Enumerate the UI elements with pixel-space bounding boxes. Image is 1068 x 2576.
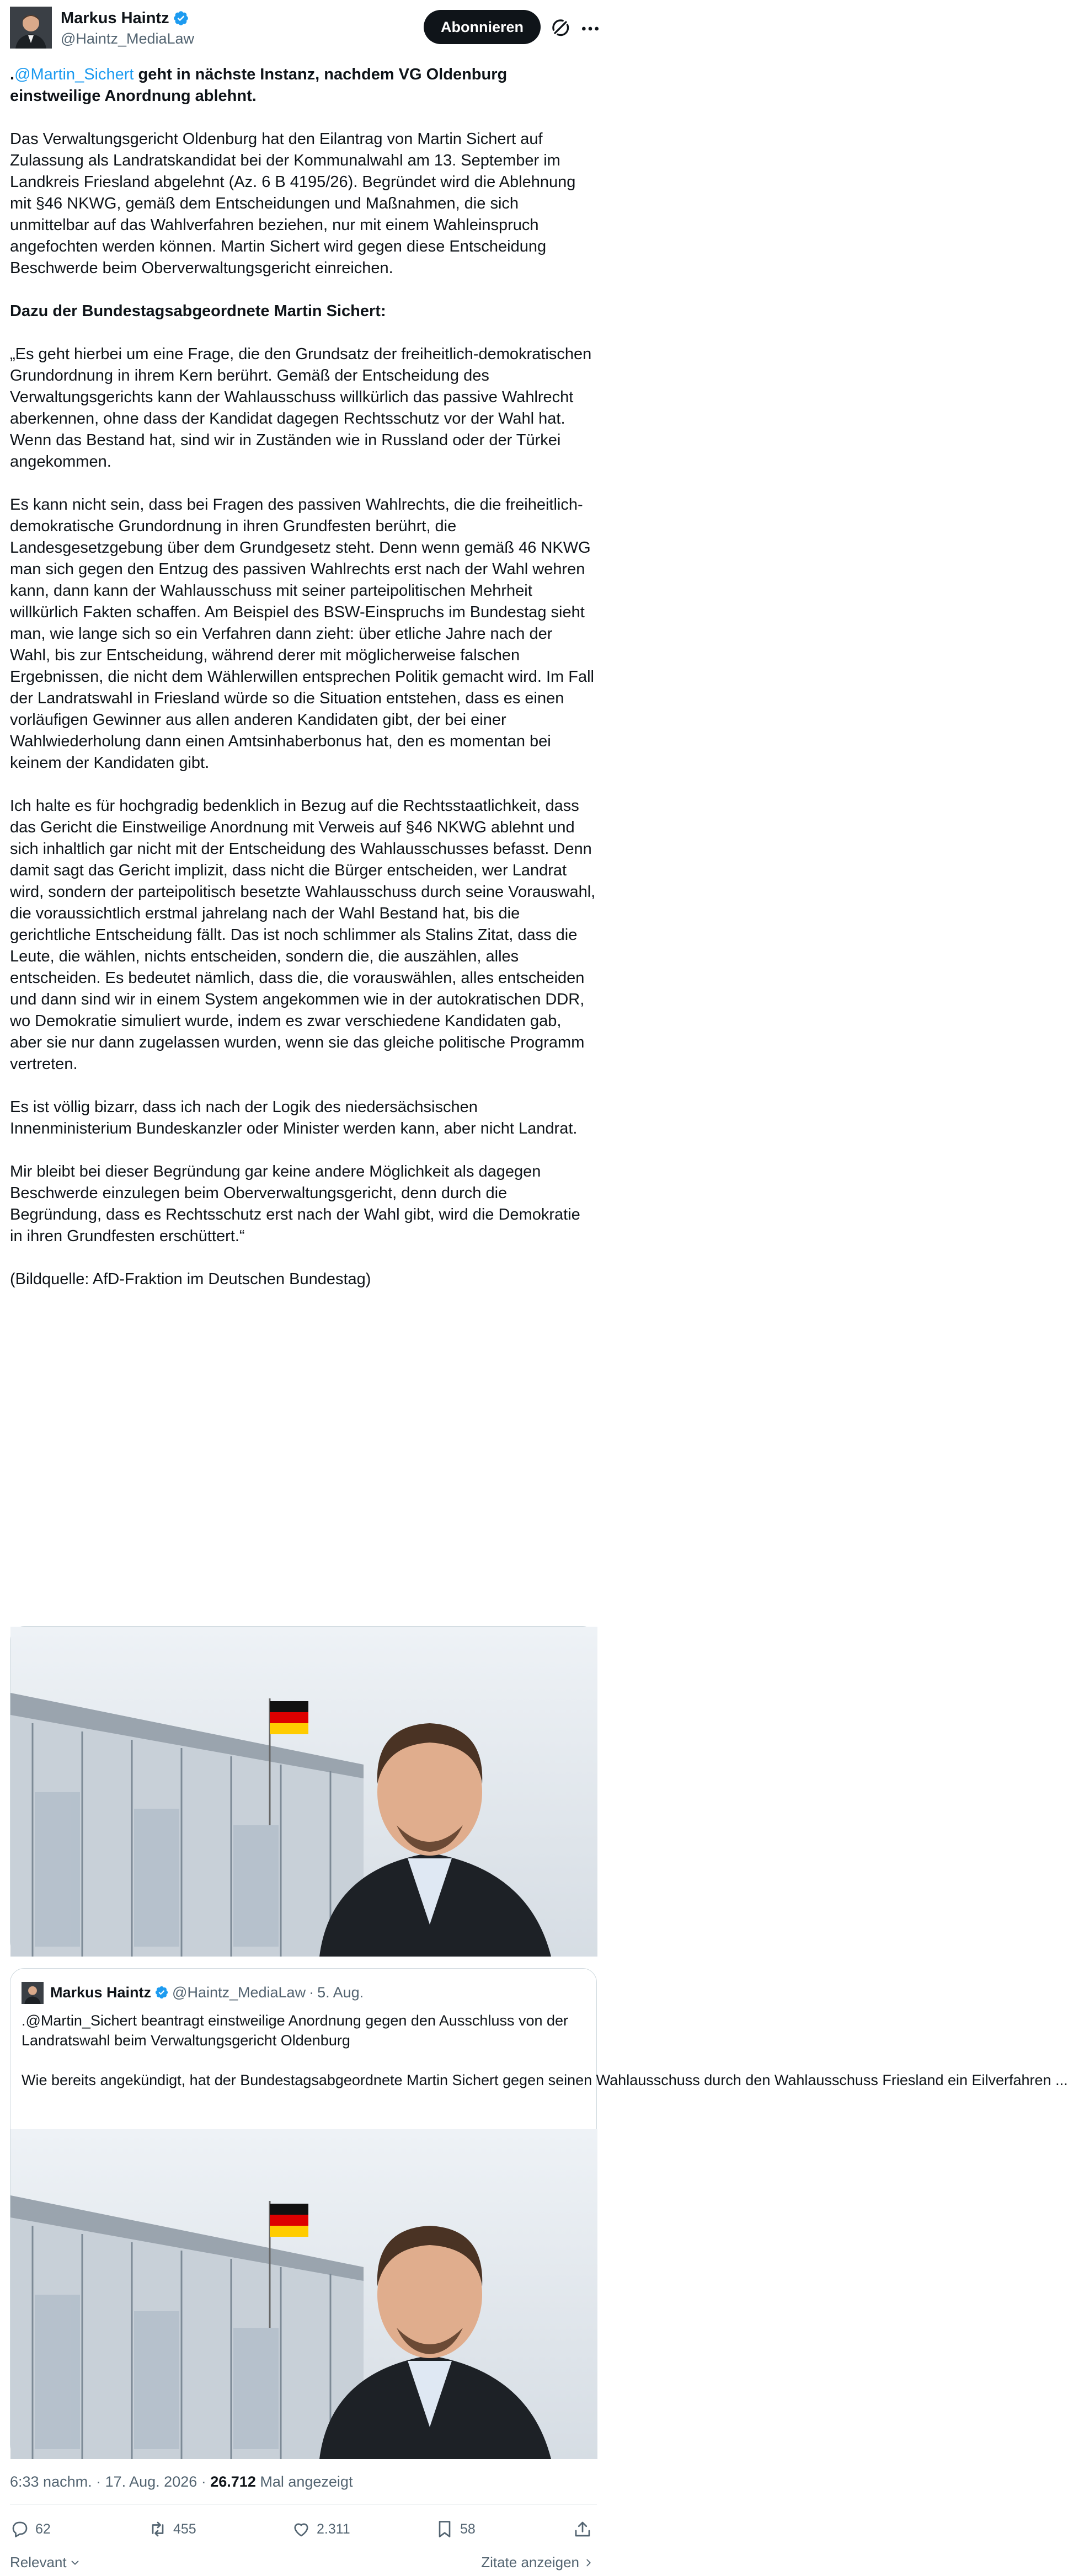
section-heading: Dazu der Bundestagsabgeordnete Martin Sichert: (10, 302, 386, 320)
quote-text (22, 2011, 1068, 2110)
verified-badge-icon (173, 10, 189, 26)
author-avatar[interactable] (10, 7, 52, 49)
tweet-meta: 6:33 nachm. · 17. Aug. 2026 · 26.712 Mal angezeigt (10, 2473, 353, 2490)
repost-count: 455 (173, 2521, 196, 2537)
paragraph-3: Es kann nicht sein, dass bei Fragen des passiven Wahlrechts, die die freiheitlich-demokratische Grundordnung in ihren Grundfesten berührt, die Landesgesetzgebung über dem Grundgesetz steht. Denn wenn gemäß 46 NKWG man sich gegen den Entzug des passiven Wahlrechts erst nach der Wahl wehren kann, dann kann der Wahlausschuss mit seiner parteipolitischen Mehrheit willkürlich Fakten schaffen. Am Beispiel des BSW-Einspruchs im Bundestag sieht man, wie lange sich so ein Verfahren dann zieht: über etliche Jahre nach der Wahl, bis zur Entscheidung, während derer mit möglicherweise falschen Ergebnissen, die nicht dem Wählerwillen entsprechen Politik gemacht wird. Im Fall der Landratswahl in Friesland würde so die Situation entstehen, dass es einen vorläufigen Gewinner aus allen anderen Kandidaten gibt, der bei einer Wahlwiederholung dann einen Amtsinhaberbonus hat, den es momentan bei keinem der Kandidaten gibt. (10, 496, 594, 772)
paragraph-6: Mir bleibt bei dieser Begründung gar keine andere Möglichkeit als dagegen Beschwerde einzulegen beim Oberverwaltungsgericht, denn durch die Begründung, dass es Rechtsschutz erst nach der Wahl gibt, wird die Demokratie in ihren Grundfesten erschüttert.“ (10, 1163, 580, 1245)
share-button[interactable] (573, 2515, 592, 2543)
quote-header: Markus Haintz @Haintz_MediaLaw · 5. Aug. (50, 1984, 364, 2001)
reply-icon (10, 2519, 30, 2539)
repost-icon (148, 2519, 168, 2539)
share-icon (573, 2519, 592, 2539)
reply-button[interactable] (10, 2515, 51, 2543)
follow-button[interactable]: Abonnieren (424, 10, 541, 44)
grok-icon[interactable] (549, 17, 572, 39)
portrait-photo-icon (10, 2129, 597, 2460)
heart-icon (291, 2519, 311, 2539)
like-count: 2.311 (317, 2521, 350, 2537)
view-count: 26.712 (210, 2473, 256, 2490)
quote-paragraph-1: .@Martin_Sichert beantragt einstweilige Anordnung gegen den Ausschluss von der Landratswahl beim Verwaltungsgericht Oldenburg (22, 2012, 569, 2049)
bookmark-icon (435, 2519, 455, 2539)
tweet-header (0, 0, 607, 61)
reply-count: 62 (35, 2521, 51, 2537)
chevron-down-icon (69, 2557, 81, 2569)
paragraph-5: Es ist völlig bizarr, dass ich nach der Logik des niedersächsischen Innenministerium Bundeskanzler oder Minister werden kann, aber nicht Landrat. (10, 1098, 578, 1137)
chevron-right-icon (583, 2557, 595, 2569)
mention-link[interactable]: @Martin_Sichert (14, 66, 134, 83)
paragraph-4: Ich halte es für hochgradig bedenklich in Bezug auf die Rechtsstaatlichkeit, dass das Gericht die Einstweilige Anordnung mit Verweis auf §46 NKWG ablehnt und sich inhaltlich gar nicht mit der Entscheidung des Wahlausschusses befasst. Denn damit sagt das Gericht implizit, dass nicht die Bürger entscheiden, wer Landrat wird, sondern der parteipolitisch besetzte Wahlausschuss durch seine Vorauswahl, die voraussichtlich erstmal jahrelang nach der Wahl Bestand hat, bis die gerichtliche Entscheidung fällt. Das ist noch schlimmer als Stalins Zitat, dass die Leute, die wählen, nichts entscheiden, sondern die, die auszählen, alles entscheiden. Es bedeutet nämlich, dass die, die vorauswählen, alles entscheiden und dann sind wir in einem System angekommen wie in der autokratischen DDR, wo Demokratie simuliert wurde, indem es zwar verschiedene Kandidaten gab, aber sie nur dann zugelassen wurden, wenn sie das gleiche politische Programm vertreten. (10, 797, 596, 1073)
portrait-photo-icon (10, 1627, 597, 1957)
like-button[interactable] (291, 2515, 350, 2543)
profile-photo-icon (22, 1982, 44, 2004)
tweet-text (10, 64, 597, 1312)
headline: .@Martin_Sichert geht in nächste Instanz, nachdem VG Oldenburg einstweilige Anordnung ablehnt. (10, 66, 508, 105)
quote-image[interactable] (10, 2129, 597, 2460)
quoted-tweet[interactable] (10, 1968, 1068, 2459)
more-options-icon[interactable] (579, 18, 601, 40)
author-name[interactable]: Markus Haintz (61, 9, 189, 28)
paragraph-1: Das Verwaltungsgericht Oldenburg hat den Eilantrag von Martin Sichert auf Zulassung als Landratskandidat bei der Kommunalwahl am 13. September im Landkreis Friesland abgelehnt (Az. 6 B 4195/26). Begründet wird die Ablehnung mit §46 NKWG, gemäß dem Entscheidungen und Maßnahmen, die sich unmittelbar auf das Wahlverfahren beziehen, nur mit einem Wahleinspruch angefochten werden können. Martin Sichert wird gegen diese Entscheidung Beschwerde beim Oberverwaltungsgericht einreichen. (10, 130, 576, 277)
quote-author-avatar (22, 1982, 44, 2004)
verified-badge-icon (154, 1985, 169, 2000)
quote-paragraph-2: Wie bereits angekündigt, hat der Bundestagsabgeordnete Martin Sichert gegen seinen Wahlausschuss durch den Wahlausschuss Friesland ein Eilverfahren ... (22, 2072, 1068, 2088)
paragraph-2: „Es geht hierbei um eine Frage, die den Grundsatz der freiheitlich-demokratischen Grundordnung in ihrem Kern berührt. Gemäß der Entscheidung des Verwaltungsgerichts kann der Wahlausschuss willkürlich das passive Wahlrecht aberkennen, ohne dass der Kandidat dagegen Rechtsschutz vor der Wahl hat. Wenn das Bestand hat, sind wir in Zuständen wie in Russland oder der Türkei angekommen. (10, 345, 592, 471)
quote-author-name: Markus Haintz (50, 1984, 152, 2001)
sort-label: Relevant (10, 2554, 67, 2570)
view-quotes-label: Zitate anzeigen (481, 2554, 579, 2570)
image-credit: (Bildquelle: AfD-Fraktion im Deutschen Bundestag) (10, 1270, 371, 1288)
quote-author-handle: @Haintz_MediaLaw (172, 1984, 306, 2001)
action-bar (10, 2515, 597, 2543)
quote-date: 5. Aug. (317, 1984, 364, 2001)
view-quotes-link[interactable] (481, 2554, 595, 2571)
bookmark-count: 58 (460, 2521, 476, 2537)
repost-button[interactable] (148, 2515, 196, 2543)
divider (10, 2504, 597, 2505)
sort-dropdown[interactable] (10, 2554, 81, 2571)
profile-photo-icon (10, 7, 52, 49)
post-date[interactable]: 17. Aug. 2026 (105, 2473, 197, 2490)
bookmark-button[interactable] (435, 2515, 476, 2543)
post-time[interactable]: 6:33 nachm. (10, 2473, 92, 2490)
author-handle[interactable]: @Haintz_MediaLaw (61, 30, 195, 47)
tweet-image[interactable] (10, 1626, 597, 1956)
